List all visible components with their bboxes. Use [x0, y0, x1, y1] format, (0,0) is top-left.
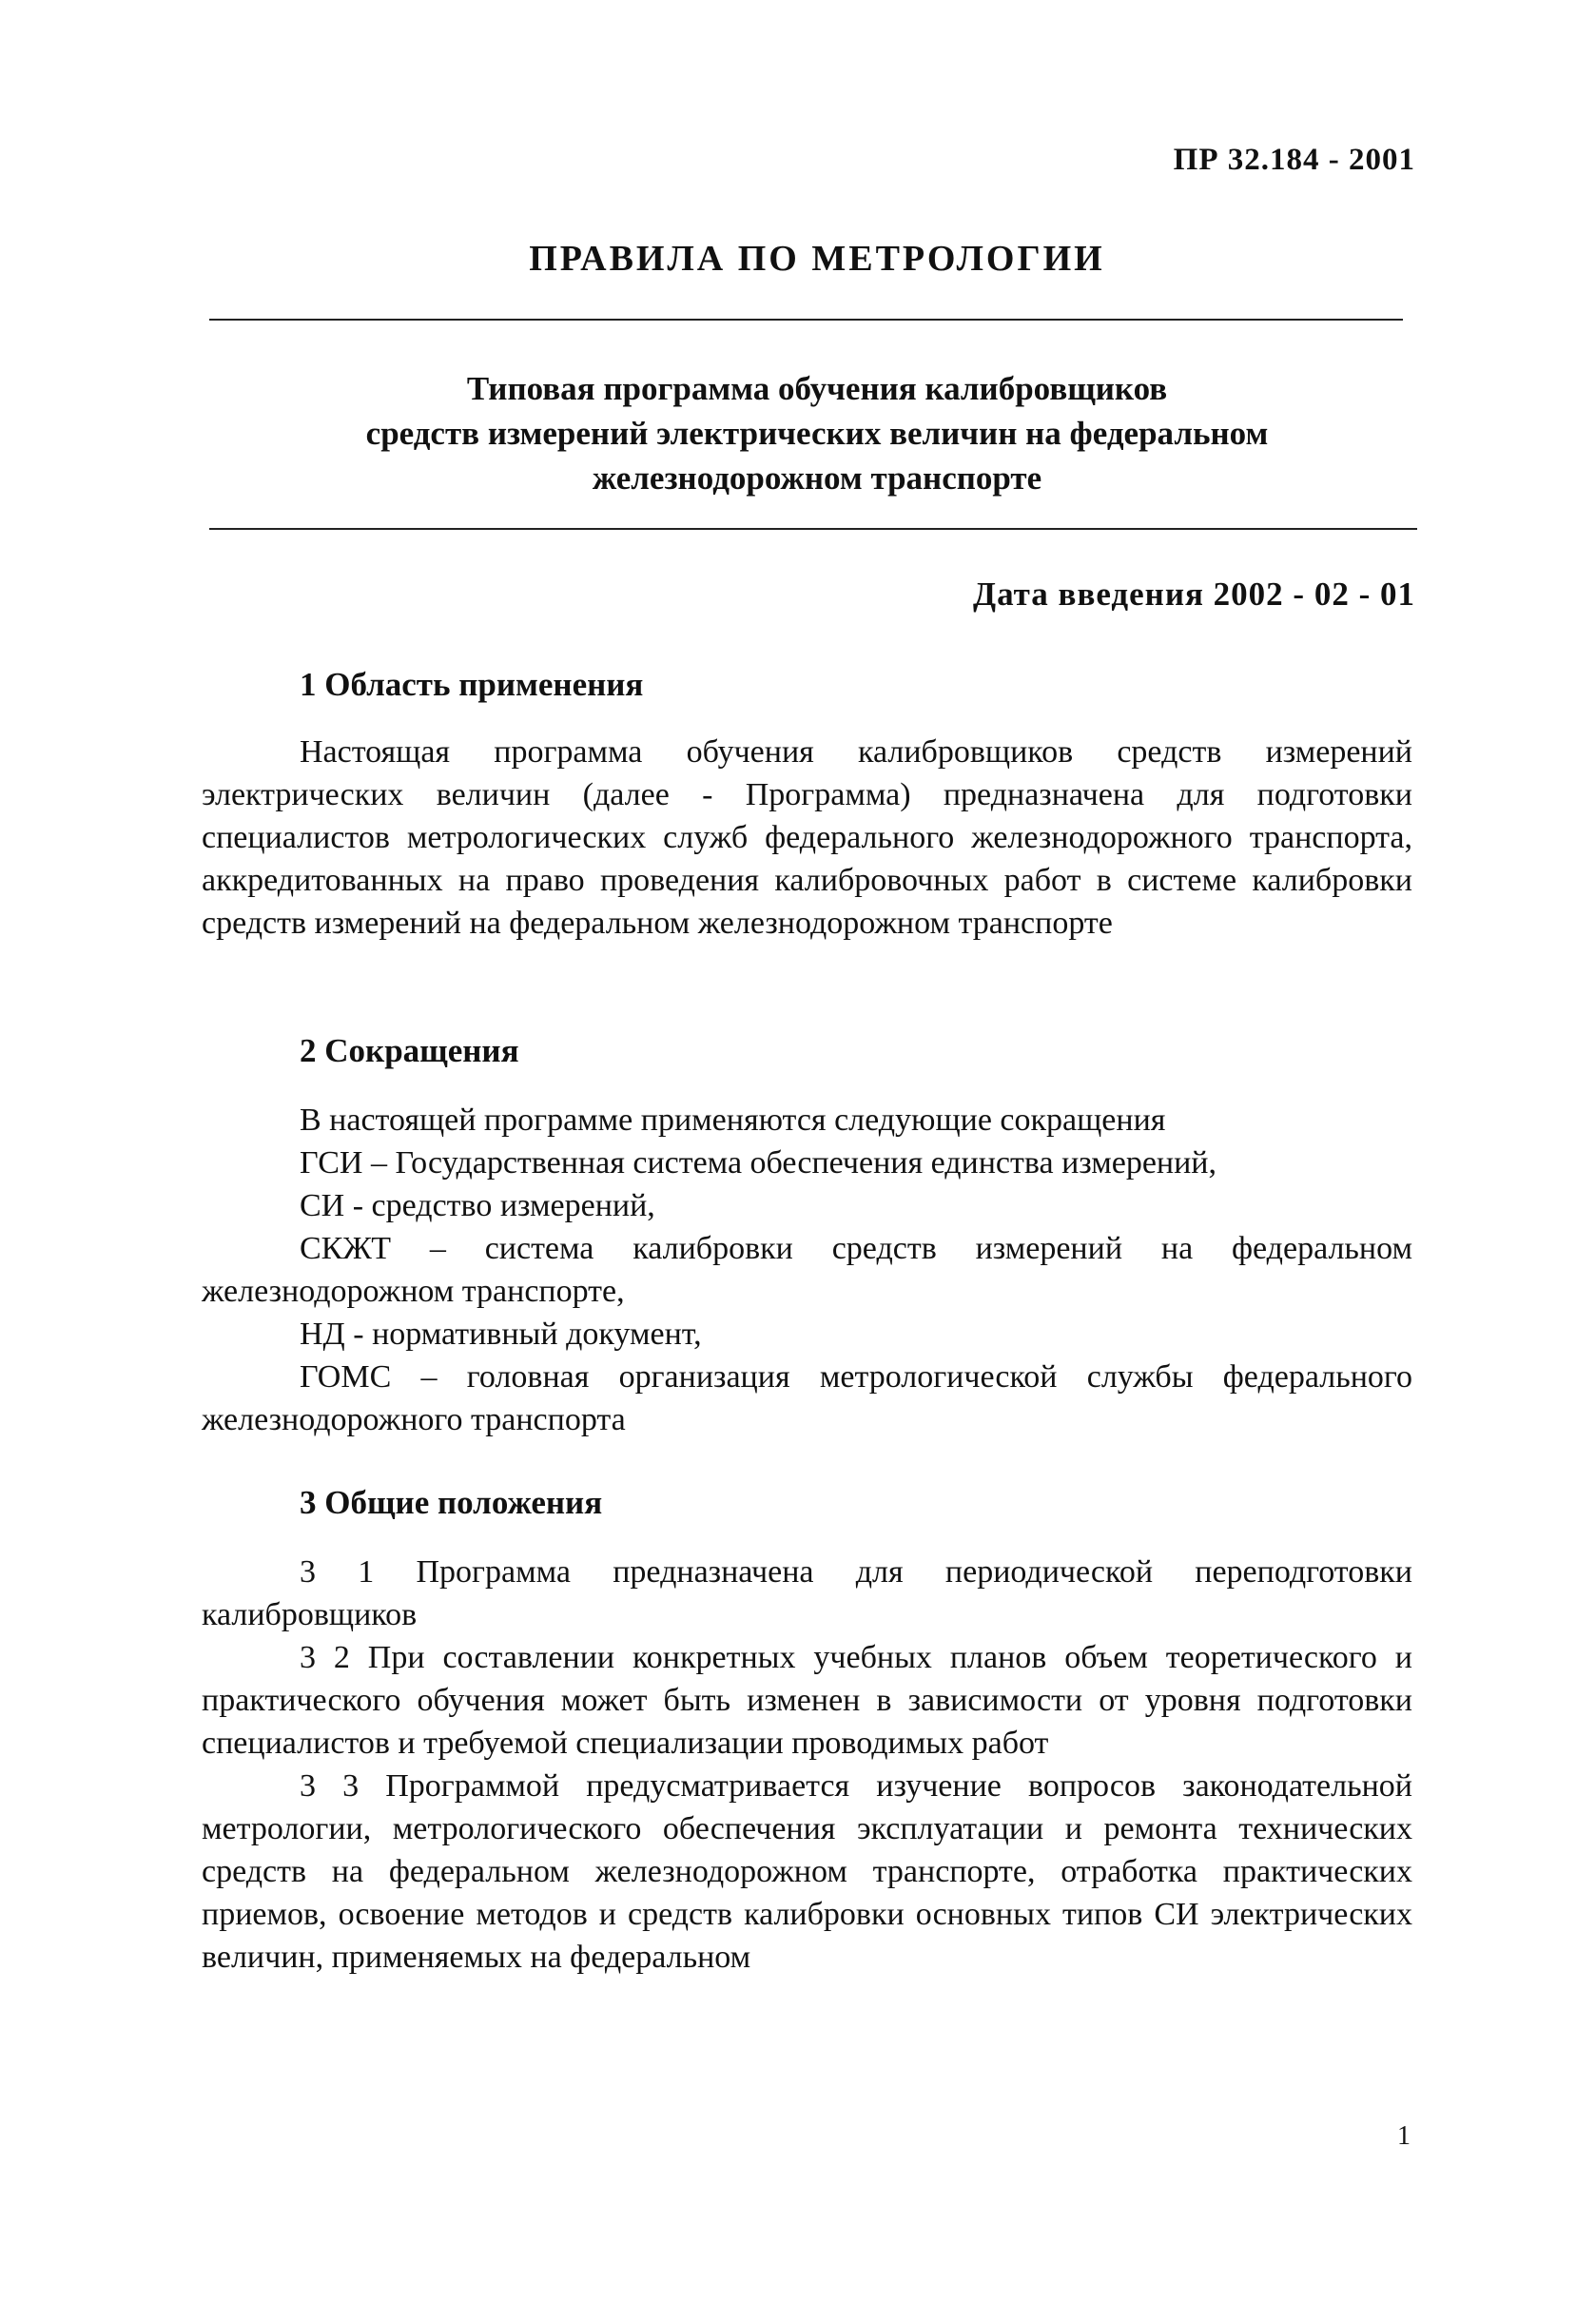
section-1-body	[202, 731, 1412, 945]
introduction-date: Дата введения 2002 - 02 - 01	[973, 576, 1415, 613]
section-1-heading: 1 Область применения	[300, 666, 644, 703]
clause-3-3: 3 3 Программой предусматривается изучение вопросов законодательной метрологии, метрологического обеспечения эксплуатации и ремонта технических средств на федеральном железнодорожном транспорте, отработка практических приемов, освоение методов и средств калибровки основных типов СИ электрических величин, применяемых на федеральном	[202, 1768, 1412, 1975]
document-title	[0, 366, 1596, 500]
title-line-2: средств измерений электрических величин на федеральном	[365, 415, 1269, 452]
title-line-3: железнодорожном транспорте	[592, 459, 1042, 497]
abbreviations-intro: В настоящей программе применяются следующие сокращения	[300, 1103, 1166, 1138]
document-category: ПРАВИЛА ПО МЕТРОЛОГИИ	[529, 239, 1105, 279]
document-code: ПР 32.184 - 2001	[1173, 143, 1415, 177]
abbreviation-item: ГОМС – головная организация метрологической службы федерального железнодорожного транспорта	[202, 1359, 1412, 1437]
section-2-heading: 2 Сокращения	[300, 1032, 519, 1069]
section-3-heading: 3 Общие положения	[300, 1484, 603, 1521]
section-3-body	[202, 1551, 1412, 1979]
clause-3-1: 3 1 Программа предназначена для периодической переподготовки калибровщиков	[202, 1554, 1412, 1632]
abbreviation-item: ГСИ – Государственная система обеспечения единства измерений,	[300, 1145, 1217, 1181]
section-1-paragraph: Настоящая программа обучения калибровщиков средств измерений электрических величин (далее - Программа) предназначена для подготовки специалистов метрологических служб федерального железнодорожного транспорта, аккредитованных на право проведения калибровочных работ в системе калибровки средств измерений на федеральном железнодорожном транспорте	[202, 734, 1412, 941]
divider-bottom	[209, 528, 1417, 530]
abbreviation-item: СИ - средство измерений,	[300, 1188, 655, 1223]
clause-3-2: 3 2 При составлении конкретных учебных планов объем теоретического и практического обучения может быть изменен в зависимости от уровня подготовки специалистов и требуемой специализации проводимых работ	[202, 1640, 1412, 1761]
page-number: 1	[1397, 2121, 1411, 2151]
abbreviation-item: НД - нормативный документ,	[300, 1317, 702, 1352]
title-line-1: Типовая программа обучения калибровщиков	[466, 370, 1168, 407]
section-2-body	[202, 1099, 1412, 1441]
abbreviation-item: СКЖТ – система калибровки средств измерений на федеральном железнодорожном транспорте,	[202, 1231, 1412, 1309]
divider-top	[209, 319, 1403, 321]
